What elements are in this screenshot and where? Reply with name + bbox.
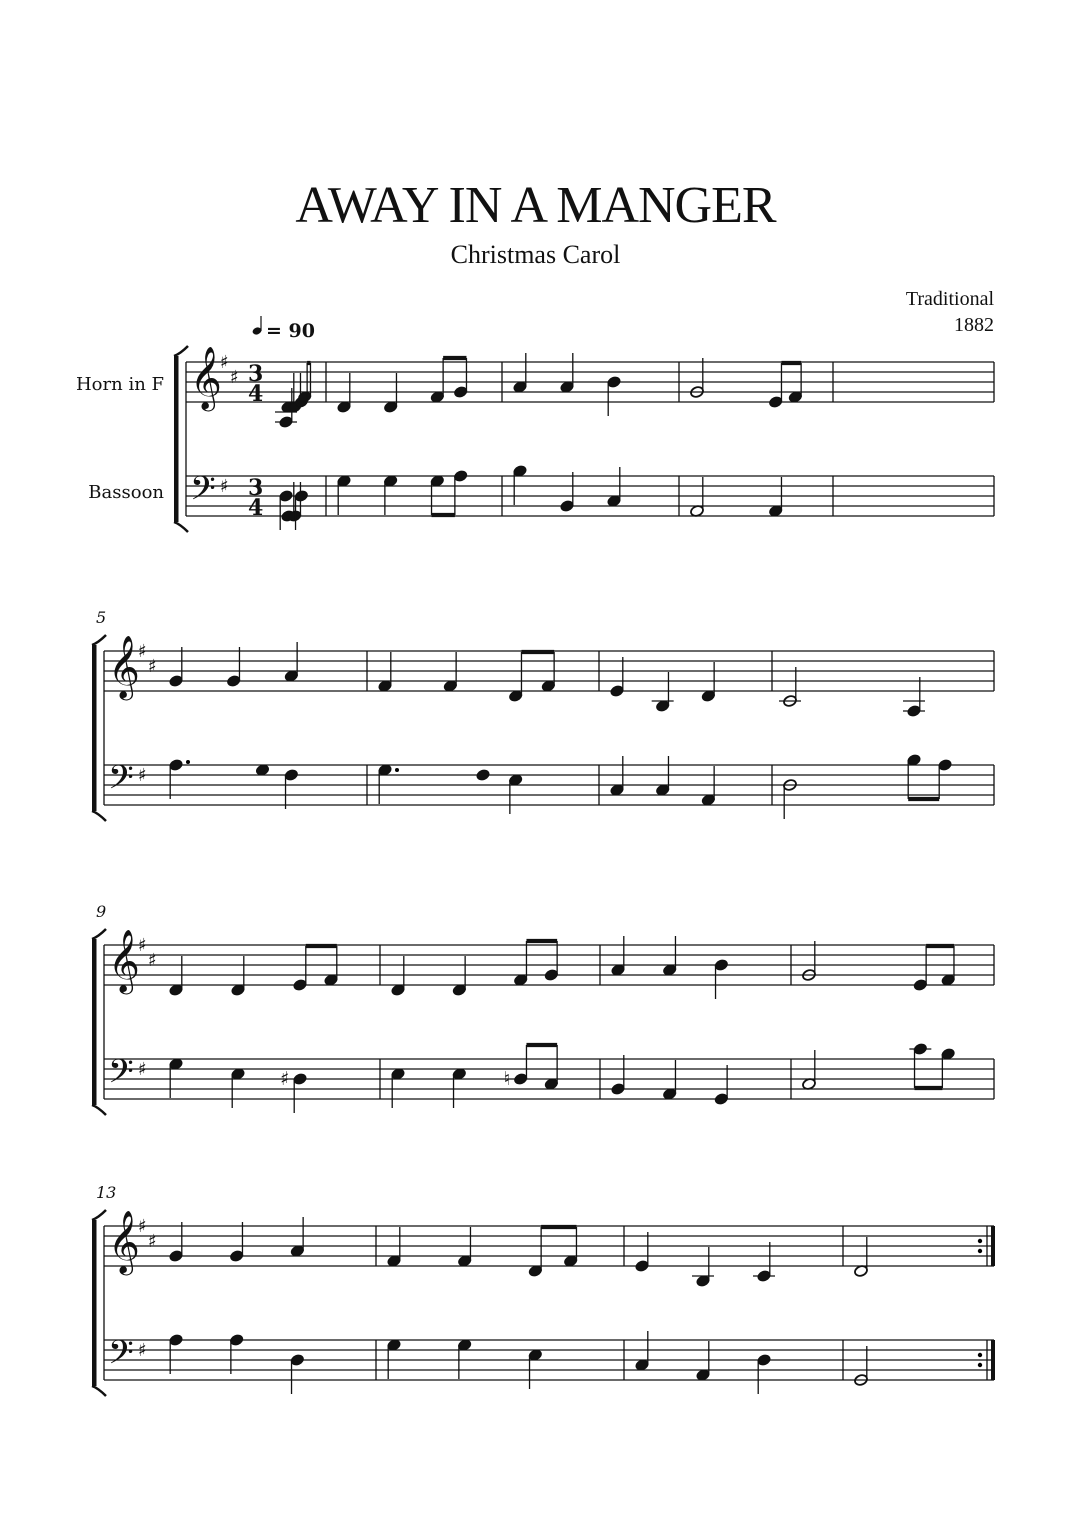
key-signature-sharp: ♯ — [148, 656, 157, 677]
bass-clef-icon: 𝄢 — [190, 470, 216, 516]
system-bracket — [174, 522, 188, 532]
repeat-dot — [978, 1249, 982, 1253]
tempo-marking — [252, 316, 315, 342]
bass-clef-icon: 𝄢 — [108, 1053, 134, 1099]
system-bracket — [174, 356, 179, 522]
key-signature-sharp: ♯ — [230, 367, 239, 388]
tempo-text: = 90 — [266, 320, 315, 342]
treble-clef-icon: 𝄞 — [108, 1210, 140, 1273]
system-bracket — [92, 1220, 97, 1386]
repeat-barline — [991, 1340, 995, 1380]
time-signature-top: 3 — [248, 475, 264, 501]
key-signature-sharp: ♯ — [138, 765, 147, 786]
system-bracket — [174, 346, 188, 356]
score-subtitle: Christmas Carol — [450, 240, 621, 269]
composer-name: Traditional — [905, 288, 994, 310]
time-signature-top: 3 — [248, 361, 264, 387]
system-bracket — [92, 1210, 106, 1220]
measure-number: 5 — [96, 608, 107, 627]
augmentation-dot — [395, 768, 399, 772]
system-bracket — [92, 939, 97, 1105]
time-signature-bottom: 4 — [248, 495, 264, 521]
system-bracket — [92, 929, 106, 939]
bass-clef-icon: 𝄢 — [108, 1334, 134, 1380]
measure-number: 9 — [96, 902, 107, 921]
composition-year: 1882 — [954, 314, 994, 336]
music-system — [92, 608, 994, 821]
treble-clef-icon: 𝄞 — [108, 635, 140, 698]
instrument-name: Horn in F — [75, 374, 164, 395]
repeat-barline — [991, 1226, 995, 1266]
system-bracket — [92, 645, 97, 811]
sharp-accidental: ♯ — [280, 1068, 290, 1090]
treble-clef-icon: 𝄞 — [108, 929, 140, 992]
key-signature-sharp: ♯ — [138, 641, 147, 662]
key-signature-sharp: ♯ — [148, 950, 157, 971]
repeat-dot — [978, 1363, 982, 1367]
music-system — [92, 1183, 995, 1396]
system-bracket — [92, 1105, 106, 1115]
key-signature-sharp: ♯ — [148, 1231, 157, 1252]
repeat-dot — [978, 1353, 982, 1357]
key-signature-sharp: ♯ — [138, 1216, 147, 1237]
time-signature-bottom: 4 — [248, 381, 264, 407]
score-title: AWAY IN A MANGER — [295, 177, 776, 234]
bass-clef-icon: 𝄢 — [108, 759, 134, 805]
music-system — [92, 902, 994, 1115]
treble-clef-icon: 𝄞 — [190, 346, 222, 409]
instrument-name: Bassoon — [88, 482, 164, 503]
system-bracket — [92, 811, 106, 821]
measure-number: 13 — [96, 1183, 117, 1202]
key-signature-sharp: ♯ — [220, 352, 229, 373]
system-bracket — [92, 1386, 106, 1396]
augmentation-dot — [186, 760, 190, 764]
key-signature-sharp: ♯ — [138, 935, 147, 956]
key-signature-sharp: ♯ — [138, 1340, 147, 1361]
notehead — [476, 768, 491, 781]
repeat-dot — [978, 1239, 982, 1243]
natural-accidental: ♮ — [503, 1068, 511, 1090]
key-signature-sharp: ♯ — [138, 1059, 147, 1080]
music-system — [76, 316, 994, 532]
key-signature-sharp: ♯ — [220, 476, 229, 497]
system-bracket — [92, 635, 106, 645]
